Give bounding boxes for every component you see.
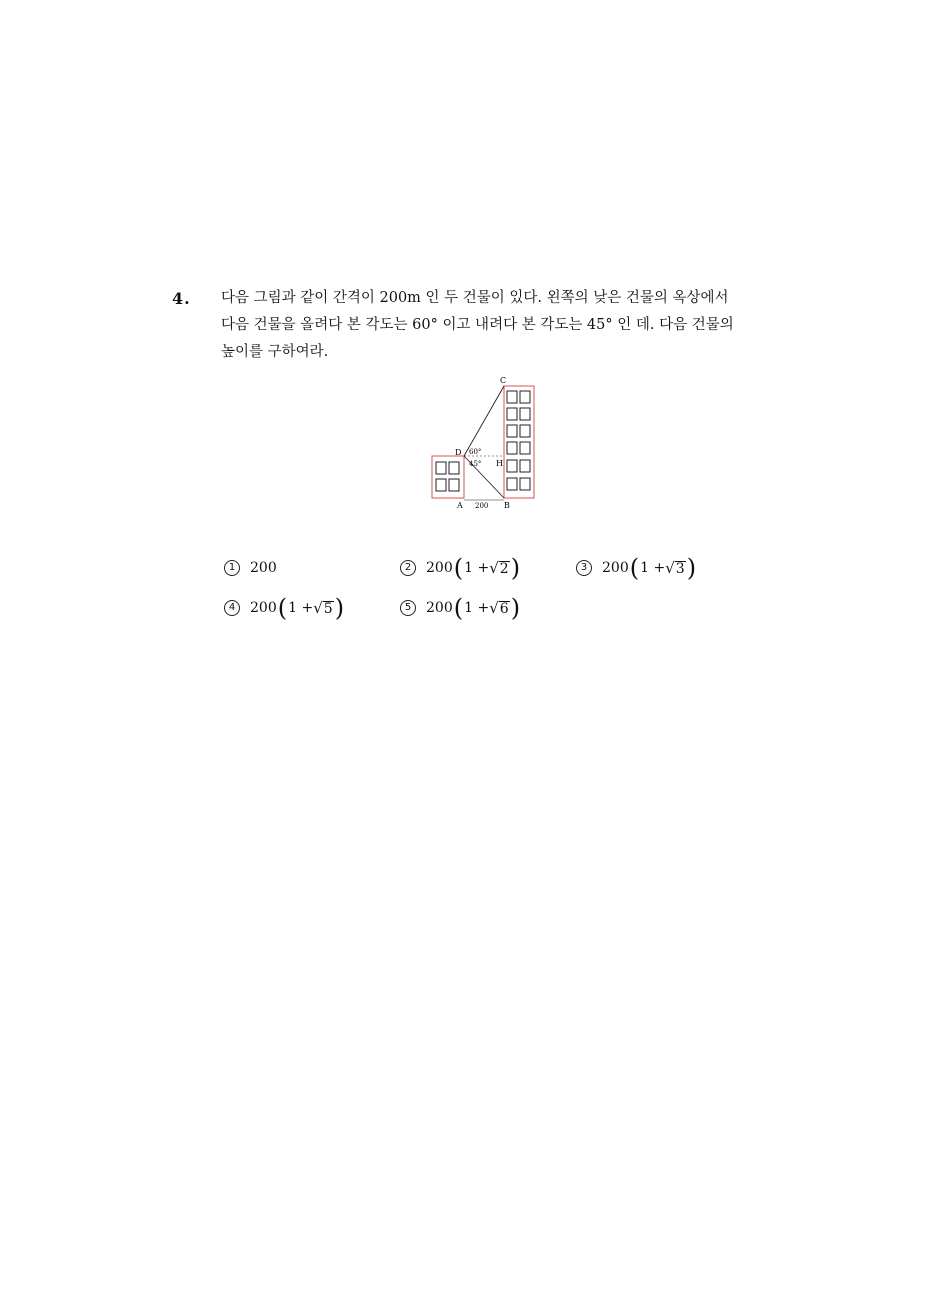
choice-5-mark: 5 (400, 600, 416, 616)
sqrt-symbol (489, 599, 509, 617)
answer-choices (224, 552, 744, 632)
choice-1-expr (250, 560, 277, 576)
right-paren: ) (686, 554, 697, 582)
left-paren: ( (453, 554, 464, 582)
label-C: C (500, 376, 507, 385)
label-H: H (496, 459, 503, 468)
question-number: 4. (172, 289, 191, 308)
choice-3-radicand: 3 (675, 561, 685, 577)
choice-2-expr (426, 556, 521, 580)
choice-5-radicand: 6 (499, 601, 509, 617)
label-D: D (455, 448, 462, 457)
choice-2-radicand: 2 (499, 561, 509, 577)
choice-4-coef: 200 (250, 600, 277, 616)
buildings-diagram (420, 374, 550, 514)
choice-2[interactable] (400, 556, 521, 580)
choice-3-mark: 3 (576, 560, 592, 576)
choice-5-expr (426, 596, 521, 620)
choice-4-mark: 4 (224, 600, 240, 616)
choice-4-inner: 1 + (288, 600, 314, 616)
choice-5-inner: 1 + (464, 600, 490, 616)
sqrt-symbol (489, 559, 509, 577)
choice-1[interactable] (224, 560, 277, 576)
choice-2-coef: 200 (426, 560, 453, 576)
angle-up-label: 60° (469, 448, 482, 456)
choice-2-inner: 1 + (464, 560, 490, 576)
left-paren: ( (277, 594, 288, 622)
line-DC (464, 386, 504, 456)
right-paren: ) (510, 554, 521, 582)
choice-4-expr (250, 596, 345, 620)
choice-1-mark: 1 (224, 560, 240, 576)
right-paren: ) (510, 594, 521, 622)
radical-sign: √ (665, 559, 675, 577)
left-paren: ( (629, 554, 640, 582)
question-line-3: 높이를 구하여라. (221, 344, 329, 360)
choice-2-mark: 2 (400, 560, 416, 576)
radical-sign: √ (313, 599, 323, 617)
sqrt-symbol (665, 559, 685, 577)
choice-4-radicand: 5 (323, 601, 333, 617)
choice-1-coef: 200 (250, 560, 277, 576)
choice-5[interactable] (400, 596, 521, 620)
choice-5-coef: 200 (426, 600, 453, 616)
right-paren: ) (334, 594, 345, 622)
left-paren: ( (453, 594, 464, 622)
choice-3-inner: 1 + (640, 560, 666, 576)
distance-label: 200 (475, 502, 489, 510)
choice-3[interactable] (576, 556, 697, 580)
label-B: B (504, 501, 510, 510)
question-line-2: 다음 건물을 올려다 본 각도는 60° 이고 내려다 본 각도는 45° 인 데. 다음 건물의 (221, 317, 734, 333)
choice-3-expr (602, 556, 697, 580)
radical-sign: √ (489, 559, 499, 577)
angle-down-label: 45° (469, 460, 482, 468)
question-line-1: 다음 그림과 같이 간격이 200m 인 두 건물이 있다. 왼쪽의 낮은 건물의 옥상에서 (221, 290, 729, 306)
buildings-figure (420, 374, 550, 514)
question-text (221, 285, 761, 366)
choice-3-coef: 200 (602, 560, 629, 576)
sqrt-symbol (313, 599, 333, 617)
label-A: A (457, 501, 463, 510)
choice-4[interactable] (224, 596, 345, 620)
radical-sign: √ (489, 599, 499, 617)
